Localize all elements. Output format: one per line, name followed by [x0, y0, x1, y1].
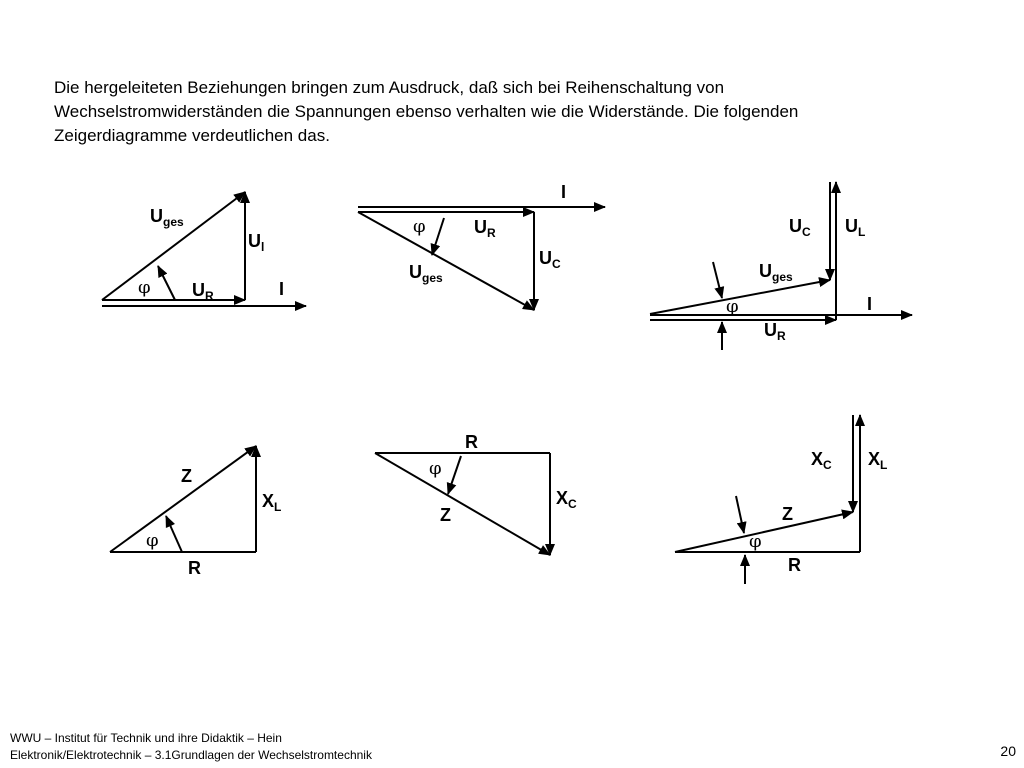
phasor-uges: [650, 280, 830, 314]
phi-pointer: [432, 218, 444, 255]
diagram-inductive-voltage: [102, 192, 306, 306]
intro-line-3: Zeigerdiagramme verdeutlichen das.: [54, 126, 330, 145]
label-i: I: [279, 279, 285, 299]
label-z: Z: [782, 504, 793, 524]
label-ul: $U_l$: [248, 231, 265, 254]
footer: [10, 730, 372, 764]
diagram-lc-voltage: [650, 182, 912, 350]
side-z: [110, 446, 256, 552]
label-z: Z: [440, 505, 451, 525]
label-i: I: [867, 294, 873, 314]
label-z: Z: [181, 466, 192, 486]
phasor-uges: [102, 192, 245, 300]
label-ur: $U_R$: [764, 320, 786, 343]
label-phi: φ: [138, 277, 151, 298]
diagram-lc-impedance: [675, 415, 887, 584]
intro-line-2: Wechselstromwiderständen die Spannungen ebenso verhalten wie die Widerstände. Die folgenden: [54, 102, 799, 121]
footer-course: Elektronik/Elektrotechnik – 3.1Grundlagen der Wechselstromtechnik: [10, 748, 372, 762]
label-i: I: [561, 182, 567, 202]
label-phi: φ: [726, 296, 739, 317]
label-phi: φ: [429, 458, 442, 479]
label-ul: $U_L$: [845, 216, 866, 239]
footer-institute: WWU – Institut für Technik und ihre Didaktik – Hein: [10, 731, 282, 745]
label-ur: $U_R$: [474, 217, 496, 240]
side-z: [675, 512, 853, 552]
label-phi: φ: [146, 530, 159, 551]
label-r: R: [788, 555, 801, 575]
phi-pointer-top: [713, 262, 722, 298]
phi-pointer-top: [736, 496, 744, 533]
side-z: [375, 453, 550, 555]
diagram-capacitive-voltage: [358, 182, 605, 310]
diagram-inductive-impedance: [110, 446, 281, 578]
label-xc: $X_C$: [556, 488, 577, 511]
diagram-capacitive-impedance: [375, 432, 577, 555]
label-xl: $X_L$: [262, 491, 282, 514]
phi-pointer: [166, 516, 182, 552]
label-uges: $U_{ges}$: [409, 262, 443, 285]
phi-pointer: [158, 266, 175, 300]
intro-line-1: Die hergeleiteten Beziehungen bringen zum Ausdruck, daß sich bei Reihenschaltung von: [54, 78, 725, 97]
label-phi: φ: [749, 531, 762, 552]
label-uges: $U_{ges}$: [759, 261, 793, 284]
phi-pointer: [448, 456, 461, 494]
label-uc: $U_C$: [789, 216, 811, 239]
label-ur: $U_R$: [192, 280, 214, 303]
label-uc: $U_C$: [539, 248, 561, 271]
label-r: R: [465, 432, 478, 452]
label-xc: $X_C$: [811, 449, 832, 472]
label-r: R: [188, 558, 201, 578]
label-phi: φ: [413, 216, 426, 237]
page-number: 20: [1000, 743, 1016, 759]
label-xl: $X_L$: [868, 449, 888, 472]
phasor-uges: [358, 212, 534, 310]
label-uges: $U_{ges}$: [150, 206, 184, 229]
